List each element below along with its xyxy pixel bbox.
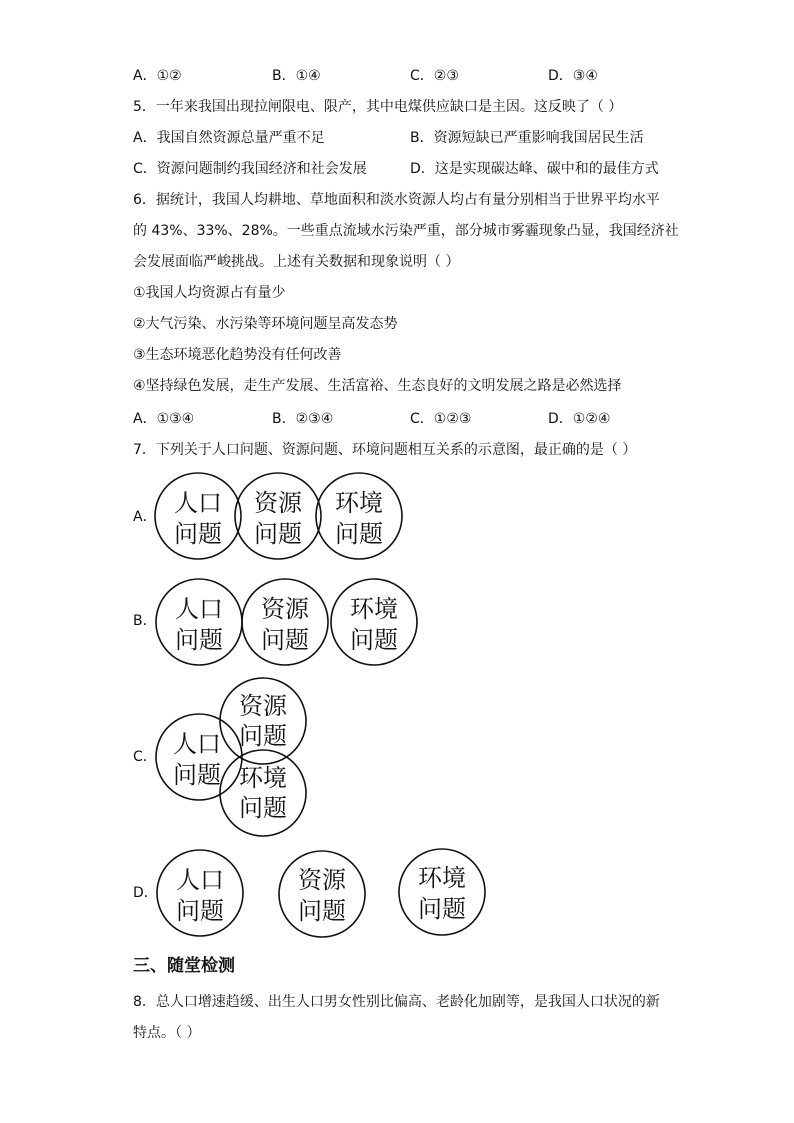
label-environment-2: 问题 (350, 626, 398, 654)
circle-resources (220, 678, 306, 764)
q7-diagram-b-label: B． (133, 613, 157, 629)
q6-option-a: A．①③④ (133, 411, 195, 427)
label-population-2: 问题 (174, 520, 222, 548)
circle-environment (220, 750, 306, 836)
q4-option-b: B．①④ (272, 68, 321, 84)
q7-diagram-c-label: C． (133, 749, 157, 765)
q7-diagram-d (150, 846, 495, 942)
label-resources-2: 问题 (298, 897, 346, 925)
label-environment-2: 问题 (335, 520, 383, 548)
q7-diagram-a-label: A． (133, 509, 157, 525)
q5-option-b: B．资源短缺已严重影响我国居民生活 (410, 130, 644, 146)
label-resources-2: 问题 (254, 520, 302, 548)
q4-option-c: C．②③ (410, 68, 459, 84)
q7-diagram-c (150, 676, 320, 840)
q4-option-a: A．①② (133, 68, 182, 84)
label-population-1: 人口 (176, 866, 224, 894)
label-environment-2: 问题 (239, 794, 287, 822)
label-population-1: 人口 (174, 489, 222, 517)
label-population-2: 问题 (176, 897, 224, 925)
label-resources-2: 问题 (261, 626, 309, 654)
label-resources-2: 问题 (239, 722, 287, 750)
q7-diagram-b (150, 574, 430, 670)
q5-option-c: C．资源问题制约我国经济和社会发展 (133, 161, 367, 177)
q5-option-d: D．这是实现碳达峰、碳中和的最佳方式 (410, 161, 659, 177)
q7-diagram-a (150, 468, 420, 564)
q6-stem-line-1: 6．据统计，我国人均耕地、草地面积和淡水资源人均占有量分别相当于世界平均水平 (133, 192, 660, 208)
label-population-2: 问题 (175, 626, 223, 654)
label-environment-1: 环境 (350, 595, 398, 623)
q4-option-d: D．③④ (548, 68, 598, 84)
q6-statement-4: ④坚持绿色发展，走生产发展、生活富裕、生态良好的文明发展之路是必然选择 (133, 378, 622, 394)
q6-stem-line-3: 会发展面临严峻挑战。上述有关数据和现象说明（ ） (133, 254, 460, 270)
label-population-2: 问题 (173, 761, 221, 789)
q8-line-1: 8．总人口增速趋缓、出生人口男女性别比偏高、老龄化加剧等，是我国人口状况的新 (133, 994, 660, 1010)
q8-line-2: 特点。（ ） (133, 1025, 201, 1041)
label-resources-1: 资源 (254, 489, 302, 517)
q5-option-a: A．我国自然资源总量严重不足 (133, 130, 325, 146)
label-environment-2: 问题 (418, 895, 466, 923)
label-population-1: 人口 (173, 730, 221, 758)
label-environment-1: 环境 (418, 864, 466, 892)
q6-statement-3: ③生态环境恶化趋势没有任何改善 (133, 347, 342, 363)
q6-stem-line-2: 的 43%、33%、28%。一些重点流域水污染严重，部分城市雾霾现象凸显，我国经济社 (133, 223, 679, 239)
q6-statement-2: ②大气污染、水污染等环境问题呈高发态势 (133, 316, 398, 332)
q6-option-d: D．①②④ (548, 411, 611, 427)
section-heading: 三、随堂检测 (133, 956, 235, 976)
label-resources-1: 资源 (239, 692, 287, 720)
label-resources-1: 资源 (261, 595, 309, 623)
q6-option-c: C．①②③ (410, 411, 472, 427)
label-population-1: 人口 (175, 595, 223, 623)
label-environment-1: 环境 (239, 764, 287, 792)
q6-statement-1: ①我国人均资源占有量少 (133, 285, 286, 301)
label-resources-1: 资源 (298, 866, 346, 894)
q7-diagram-d-label: D． (133, 885, 158, 901)
q5-stem: 5．一年来我国出现拉闸限电、限产，其中电煤供应缺口是主因。这反映了（ ） (133, 99, 623, 115)
label-environment-1: 环境 (335, 489, 383, 517)
q6-option-b: B．②③④ (272, 411, 334, 427)
q7-stem: 7．下列关于人口问题、资源问题、环境问题相互关系的示意图，最正确的是（ ） (133, 442, 637, 458)
